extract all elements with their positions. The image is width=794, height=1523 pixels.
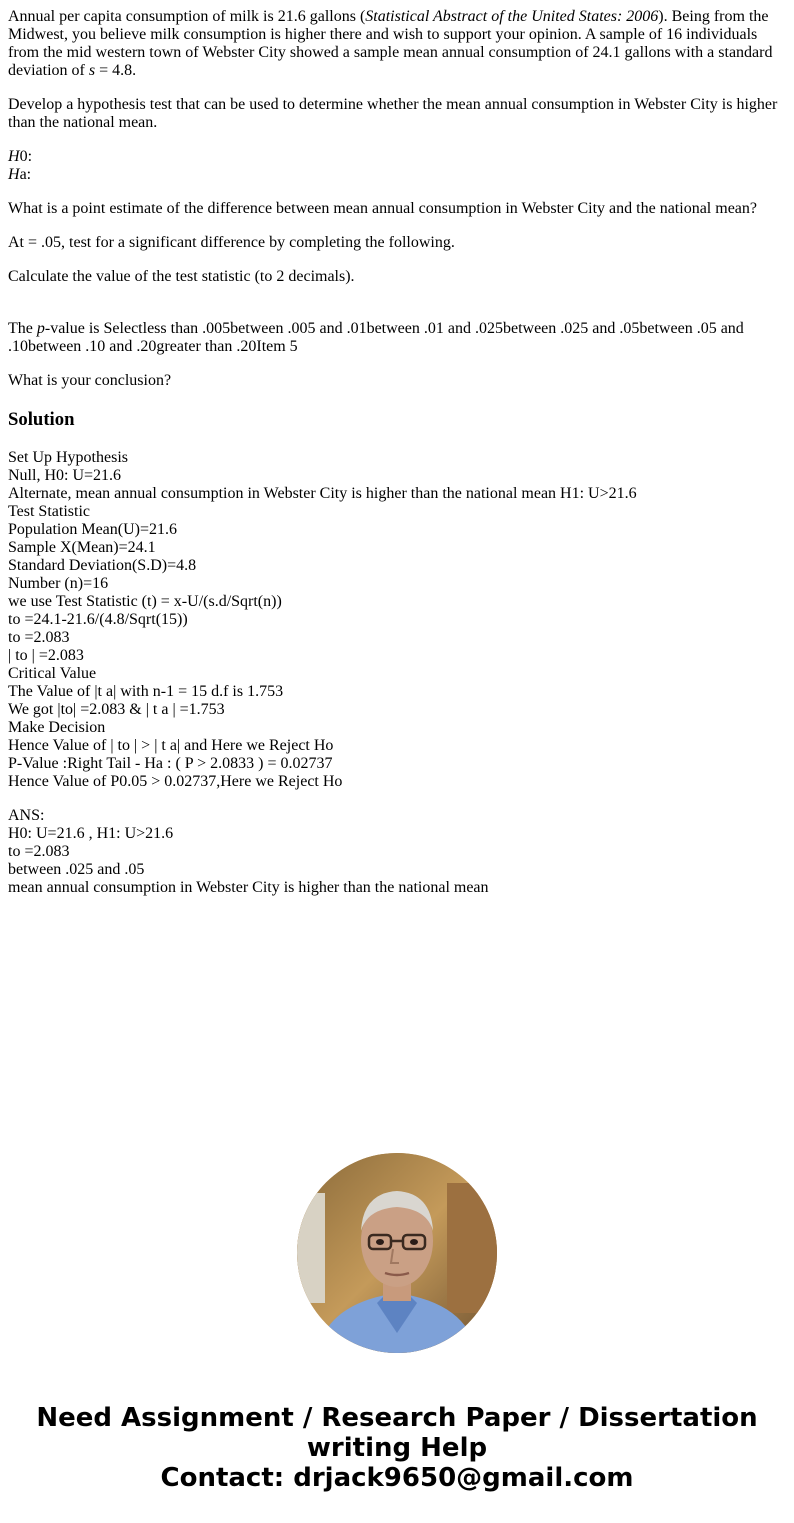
solution-line: Set Up Hypothesis (8, 449, 128, 466)
solution-line: We got |to| =2.083 & | t a | =1.753 (8, 701, 225, 718)
solution-line: Make Decision (8, 719, 106, 736)
p-value-question: The p-value is Selectless than .005between .005 and .01between .01 and .025between .025 and .05between .05 and .10between .10 and .20greater than .20Item 5 (8, 320, 744, 355)
question-intro: Annual per capita consumption of milk is 21.6 gallons (Statistical Abstract of the United States: 2006). Being from the Midwest, you believe milk consumption is higher there and wish to support your opinion. A sample of 16 individuals from the mid western town of Webster City showed a sample mean annual consumption of 24.1 gallons with a standard deviation of s = 4.8. (8, 8, 773, 79)
document-body (8, 8, 786, 913)
answer-line: mean annual consumption in Webster City is higher than the national mean (8, 879, 489, 896)
promo-line-2: writing Help (306, 1433, 488, 1463)
significance-instruction: At = .05, test for a significant difference by completing the following. (8, 234, 455, 251)
solution-line: The Value of |t a| with n-1 = 15 d.f is 1.753 (8, 683, 284, 700)
answer-line: between .025 and .05 (8, 861, 145, 878)
solution-steps (8, 449, 786, 791)
ha-line: Ha: (8, 166, 32, 183)
solution-line: we use Test Statistic (t) = x-U/(s.d/Sqrt(n)) (8, 593, 282, 610)
author-portrait-image (297, 1153, 497, 1353)
solution-line: Hence Value of | to | > | t a| and Here we Reject Ho (8, 737, 334, 754)
author-avatar (297, 1153, 497, 1353)
solution-line: Standard Deviation(S.D)=4.8 (8, 557, 197, 574)
solution-line: | to | =2.083 (8, 647, 84, 664)
solution-line: to =24.1-21.6/(4.8/Sqrt(15)) (8, 611, 188, 628)
solution-line: Critical Value (8, 665, 97, 682)
h0-line: H0: (8, 148, 33, 165)
solution-line: Test Statistic (8, 503, 90, 520)
answer-line: to =2.083 (8, 843, 70, 860)
solution-line: to =2.083 (8, 629, 70, 646)
promo-footer (0, 1403, 794, 1493)
solution-line: Population Mean(U)=21.6 (8, 521, 177, 538)
promo-line-1: Need Assignment / Research Paper / Dissertation (36, 1403, 758, 1433)
solution-heading: Solution (8, 409, 75, 430)
solution-line: Alternate, mean annual consumption in Webster City is higher than the national mean H1: U>21.6 (8, 485, 637, 502)
solution-line: Sample X(Mean)=24.1 (8, 539, 156, 556)
solution-line: P-Value :Right Tail - Ha : ( P > 2.0833 ) = 0.02737 (8, 755, 333, 772)
solution-line: Null, H0: U=21.6 (8, 467, 122, 484)
solution-line: Hence Value of P0.05 > 0.02737,Here we Reject Ho (8, 773, 343, 790)
question-task: Develop a hypothesis test that can be used to determine whether the mean annual consumption in Webster City is higher than the national mean. (8, 96, 778, 131)
answer-line: H0: U=21.6 , H1: U>21.6 (8, 825, 174, 842)
answer-line: ANS: (8, 807, 45, 824)
answer-block (8, 807, 786, 897)
conclusion-question: What is your conclusion? (8, 372, 172, 389)
promo-contact: Contact: drjack9650@gmail.com (160, 1463, 634, 1493)
hypotheses (8, 148, 786, 184)
point-estimate-question: What is a point estimate of the difference between mean annual consumption in Webster City and the national mean? (8, 200, 757, 217)
solution-line: Number (n)=16 (8, 575, 109, 592)
test-statistic-instruction: Calculate the value of the test statistic (to 2 decimals). (8, 268, 355, 285)
